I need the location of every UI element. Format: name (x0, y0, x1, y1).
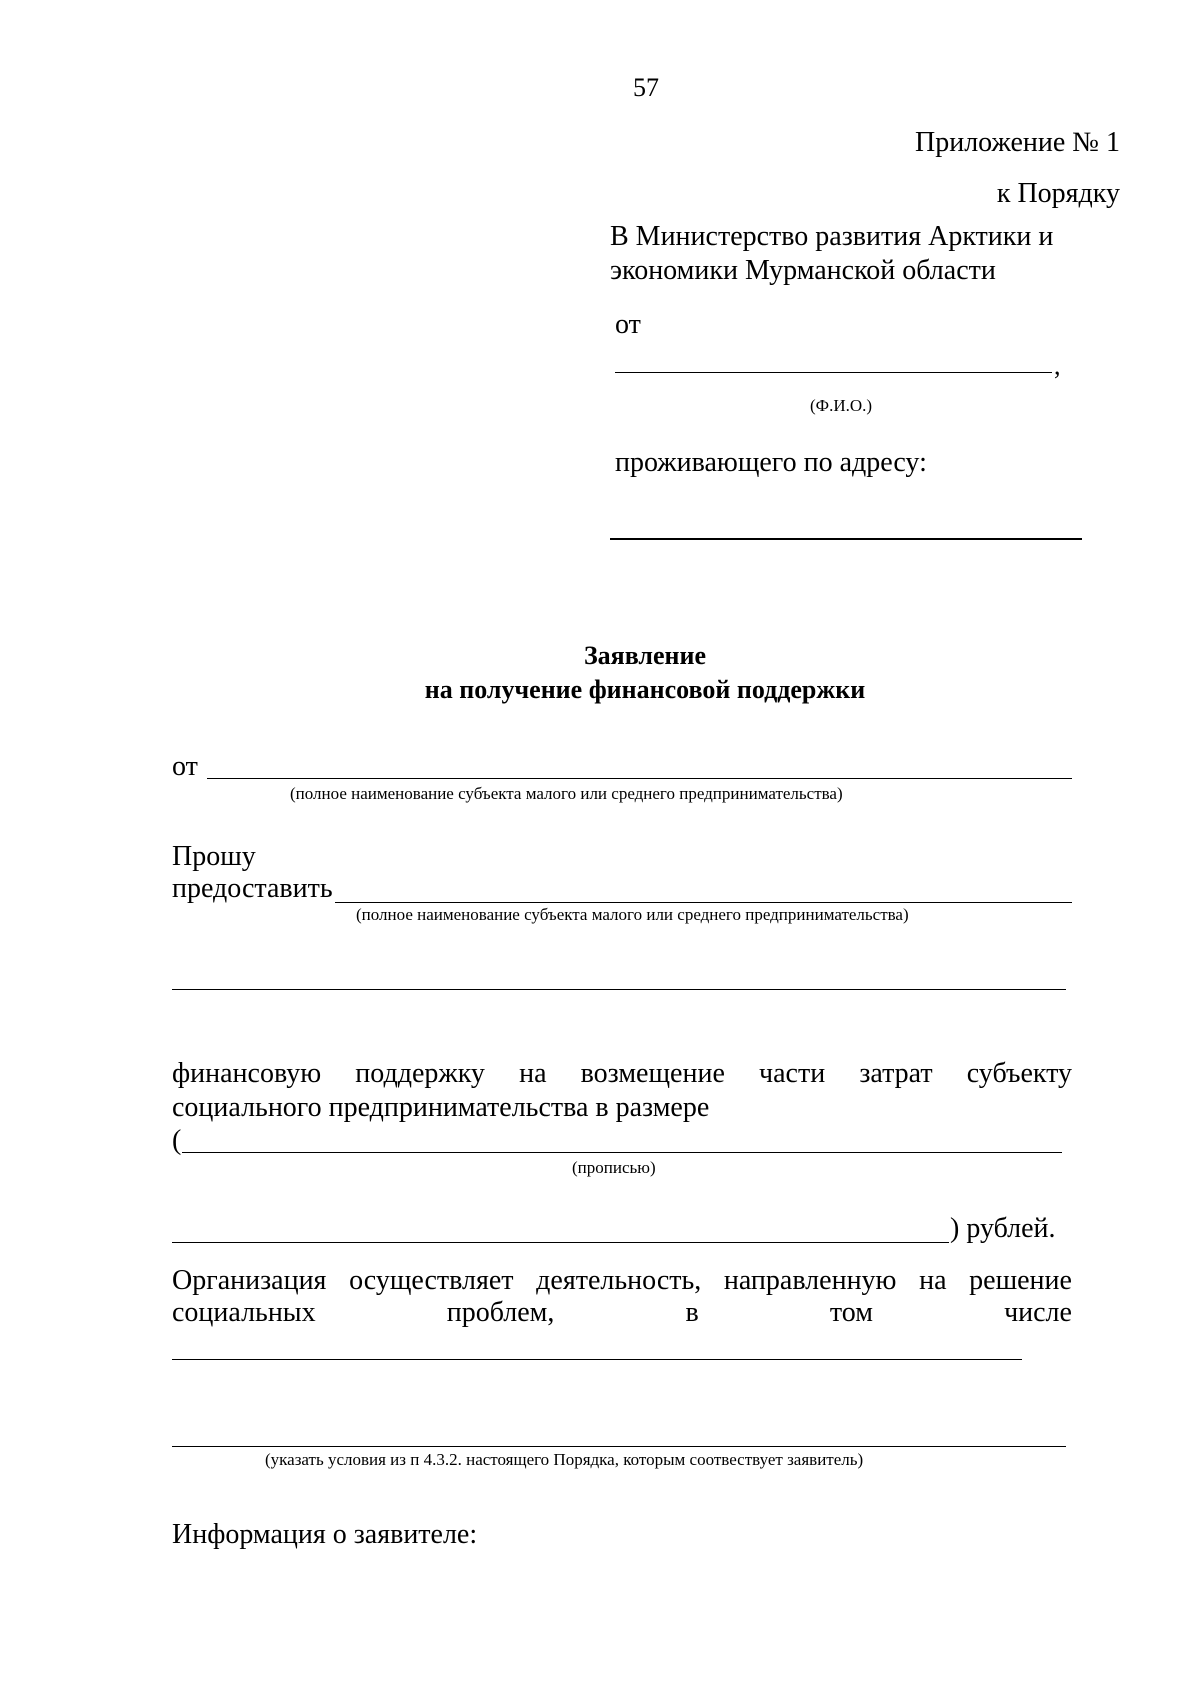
support-word: поддержку (355, 1058, 485, 1089)
organization-word: деятельность, (536, 1265, 702, 1296)
request-label-1: Прошу (172, 841, 256, 872)
fio-line[interactable] (615, 372, 1052, 373)
organization-word: на (919, 1265, 947, 1296)
organization-word: осуществляет (349, 1265, 514, 1296)
support-word: финансовую (172, 1058, 322, 1089)
request-label-2: предоставить (172, 873, 333, 904)
support-word: на (519, 1058, 547, 1089)
organization-word: проблем, (446, 1297, 555, 1328)
support-word: затрат (859, 1058, 933, 1089)
organization-word: решение (969, 1265, 1072, 1296)
support-word: части (759, 1058, 826, 1089)
amount-words-line[interactable] (182, 1152, 1062, 1153)
conditions-caption: (указать условия из п 4.3.2. настоящего Порядка, которым соотвествует заявитель) (265, 1450, 864, 1469)
ministry-line-2: экономики Мурманской области (610, 255, 996, 286)
page-number: 57 (633, 73, 659, 102)
recipient-name-caption: (полное наименование субъекта малого или среднего предпринимательства) (356, 905, 909, 924)
from-label: от (172, 751, 198, 782)
appendix-label: Приложение № 1 (915, 127, 1120, 158)
organization-word: том (829, 1297, 873, 1328)
conditions-line[interactable] (172, 1446, 1066, 1447)
organization-word: числе (1004, 1297, 1072, 1328)
amount-words-caption: (прописью) (572, 1158, 656, 1177)
recipient-extra-line[interactable] (172, 989, 1066, 990)
applicant-name-line[interactable] (207, 778, 1072, 779)
support-line-2: социального предпринимательства в размере (172, 1092, 710, 1123)
from-label-header: от (615, 309, 641, 340)
applicant-name-caption: (полное наименование субъекта малого или среднего предпринимательства) (290, 784, 843, 803)
support-word: субъекту (966, 1058, 1072, 1089)
recipient-name-line[interactable] (335, 902, 1072, 903)
organization-word: направленную (723, 1265, 897, 1296)
fio-caption: (Ф.И.О.) (810, 396, 873, 415)
organization-word: в (685, 1297, 699, 1328)
support-word: возмещение (580, 1058, 725, 1089)
applicant-info-heading: Информация о заявителе: (172, 1519, 478, 1550)
organization-line-2 (172, 1296, 1072, 1330)
organization-line-1 (172, 1264, 1072, 1298)
address-line[interactable] (610, 538, 1082, 540)
document-subtitle: на получение финансовой поддержки (424, 675, 866, 704)
document-title: Заявление (583, 641, 707, 670)
amount-continuation-line[interactable] (172, 1242, 949, 1243)
rubles-label: ) рублей. (950, 1213, 1056, 1244)
organization-activity-line[interactable] (172, 1359, 1022, 1360)
organization-word: Организация (172, 1265, 327, 1296)
ministry-line-1: В Министерство развития Арктики и (610, 221, 1054, 252)
fio-comma: , (1054, 351, 1061, 380)
amount-open-paren: ( (172, 1125, 182, 1156)
address-label: проживающего по адресу: (615, 447, 927, 478)
support-line-1 (172, 1057, 1072, 1091)
organization-word: социальных (172, 1297, 316, 1328)
to-order-label: к Порядку (996, 178, 1120, 209)
